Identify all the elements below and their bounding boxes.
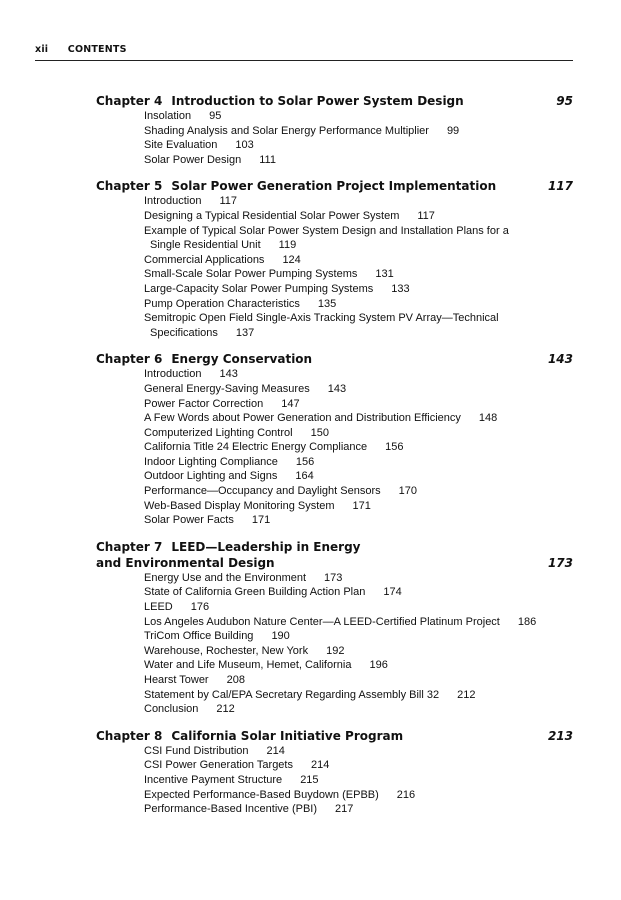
entry-title: Expected Performance-Based Buydown (EPBB) — [144, 788, 379, 801]
toc-entry[interactable] — [144, 673, 554, 688]
table-of-contents — [96, 93, 573, 828]
entry-title: Semitropic Open Field Single-Axis Tracking System PV Array—Technical — [144, 312, 499, 325]
entry-page-number: 216 — [396, 788, 416, 801]
entry-page-number: 214 — [310, 759, 330, 772]
entry-title: Performance-Based Incentive (PBI) — [144, 803, 318, 816]
entry-title: Commercial Applications — [144, 253, 265, 266]
chapter-heading[interactable] — [96, 539, 573, 571]
entry-page-number: 170 — [398, 485, 417, 498]
entry-page-number: 119 — [278, 239, 297, 252]
entry-title: Example of Typical Solar Power System Design and Installation Plans for a — [144, 224, 509, 237]
toc-entry[interactable] — [144, 744, 554, 759]
entry-title: Hearst Tower — [144, 674, 209, 686]
chapter-heading[interactable] — [96, 178, 573, 194]
entry-title: Indoor Lighting Compliance — [144, 455, 278, 468]
toc-entry[interactable] — [144, 773, 554, 788]
entry-page-number: 212 — [457, 688, 476, 701]
toc-entry[interactable] — [144, 484, 554, 499]
toc-entry[interactable] — [144, 426, 554, 441]
toc-entry[interactable] — [144, 644, 554, 659]
chapter-page-number: 117 — [547, 179, 573, 194]
entry-title: Shading Analysis and Solar Energy Performance Multiplier — [144, 124, 429, 137]
toc-entry[interactable] — [144, 802, 554, 817]
entry-title: Warehouse, Rochester, New York — [144, 644, 309, 657]
entry-title: Introduction — [144, 368, 202, 381]
chapter-heading[interactable] — [96, 728, 573, 744]
toc-entry[interactable] — [144, 499, 554, 514]
toc-entry[interactable] — [144, 138, 554, 153]
chapter-page-number: 143 — [547, 352, 573, 367]
toc-entry[interactable] — [144, 209, 554, 224]
toc-entry[interactable] — [144, 367, 554, 382]
entry-title: Los Angeles Audubon Nature Center—A LEED-Certified Platinum Project — [144, 615, 500, 628]
entry-title: Energy Use and the Environment — [144, 571, 307, 584]
entry-title-continued — [144, 326, 574, 341]
entry-page-number: 176 — [190, 601, 210, 614]
toc-entry[interactable] — [144, 615, 574, 630]
entry-page-number: 214 — [266, 744, 285, 757]
toc-entry[interactable] — [144, 109, 554, 124]
entry-page-number: 143 — [327, 382, 347, 395]
entry-title: Outdoor Lighting and Signs — [144, 470, 278, 483]
entry-title: Pump Operation Characteristics — [144, 297, 300, 310]
entry-page-number: 99 — [446, 124, 460, 137]
toc-entry[interactable] — [144, 788, 554, 803]
entry-title: A Few Words about Power Generation and Distribution Efficiency — [144, 412, 461, 425]
toc-entry[interactable] — [144, 411, 574, 426]
toc-entry[interactable] — [144, 455, 554, 470]
chapter-title: LEED—Leadership in Energy — [171, 539, 361, 554]
toc-entry[interactable] — [144, 600, 554, 615]
entry-page-number: 95 — [209, 110, 222, 122]
chapter-page-number: 173 — [547, 555, 573, 570]
toc-entry[interactable] — [144, 658, 554, 673]
entry-title-cont-text: Specifications — [150, 326, 218, 339]
entry-page-number: 103 — [235, 139, 254, 152]
entry-title-continued — [144, 238, 574, 253]
toc-entry[interactable] — [144, 282, 554, 297]
entry-page-number: 196 — [369, 659, 388, 672]
entry-page-number: 212 — [216, 703, 235, 716]
chapter-entries — [96, 367, 573, 528]
entry-title: CSI Power Generation Targets — [144, 759, 293, 772]
entry-title: Solar Power Design — [144, 153, 242, 166]
entry-title: Insolation — [144, 110, 192, 122]
entry-page-number: 135 — [317, 297, 337, 310]
entry-title-cont-text: Single Residential Unit — [150, 239, 261, 252]
toc-entry[interactable] — [144, 513, 554, 528]
entry-page-number: 133 — [391, 282, 410, 295]
entry-page-number: 147 — [281, 397, 300, 410]
toc-entry[interactable] — [144, 194, 554, 209]
entry-page-number: 143 — [219, 368, 238, 381]
header-page-number: xii — [35, 44, 49, 55]
chapter-section — [96, 93, 573, 167]
toc-entry[interactable] — [144, 702, 554, 717]
entry-title: Water and Life Museum, Hemet, California — [144, 659, 352, 672]
chapter-heading[interactable] — [96, 93, 573, 109]
entry-page-number: 150 — [310, 426, 329, 439]
chapter-entries — [96, 109, 573, 167]
entry-title: Computerized Lighting Control — [144, 426, 293, 439]
chapter-section — [96, 539, 573, 717]
chapter-title: Introduction to Solar Power System Design — [171, 94, 464, 108]
entry-page-number: 164 — [295, 470, 314, 483]
toc-entry[interactable] — [144, 758, 554, 773]
toc-entry[interactable] — [144, 397, 554, 412]
entry-title: LEED — [144, 601, 173, 614]
entry-page-number: 171 — [251, 514, 271, 527]
toc-entry[interactable] — [144, 585, 554, 600]
chapter-label: Chapter 7 — [96, 539, 163, 554]
toc-entry[interactable] — [144, 571, 554, 586]
entry-page-number: 215 — [300, 773, 319, 786]
chapter-page-number: 213 — [547, 728, 573, 743]
entry-page-number: 174 — [383, 586, 402, 599]
entry-page-number: 137 — [235, 326, 255, 339]
toc-entry[interactable] — [144, 688, 554, 703]
entry-title: Performance—Occupancy and Daylight Sensors — [144, 485, 381, 498]
chapter-entries — [96, 571, 573, 717]
chapter-entries — [96, 194, 573, 340]
entry-title: California Title 24 Electric Energy Compliance — [144, 441, 368, 454]
entry-title: Small-Scale Solar Power Pumping Systems — [144, 268, 358, 281]
entry-page-number: 173 — [324, 571, 343, 584]
entry-page-number: 117 — [219, 195, 238, 208]
chapter-label: Chapter 5 — [96, 179, 163, 194]
chapter-heading[interactable] — [96, 351, 573, 367]
chapter-entries — [96, 744, 573, 817]
entry-title: Statement by Cal/EPA Secretary Regarding Assembly Bill 32 — [144, 688, 440, 701]
toc-entry[interactable] — [144, 267, 554, 282]
entry-title: General Energy-Saving Measures — [144, 382, 310, 395]
toc-entry[interactable] — [144, 253, 554, 268]
toc-entry[interactable] — [144, 440, 554, 455]
entry-page-number: 208 — [226, 674, 245, 686]
entry-page-number: 192 — [326, 644, 345, 657]
toc-entry[interactable] — [144, 124, 554, 139]
chapter-title: Solar Power Generation Project Implementation — [171, 179, 497, 194]
entry-page-number: 186 — [517, 615, 537, 628]
entry-title: Introduction — [144, 195, 202, 208]
entry-title: Web-Based Display Monitoring System — [144, 499, 335, 512]
entry-title: Conclusion — [144, 703, 199, 716]
chapter-section — [96, 728, 573, 817]
chapter-section — [96, 351, 573, 528]
toc-entry[interactable] — [144, 311, 574, 340]
entry-page-number: 156 — [295, 455, 315, 468]
chapter-title: Energy Conservation — [171, 352, 313, 367]
chapter-label: Chapter 8 — [96, 728, 163, 743]
entry-title: TriCom Office Building — [144, 630, 254, 643]
entry-page-number: 171 — [352, 499, 371, 512]
entry-page-number: 148 — [478, 412, 498, 425]
entry-title: Large-Capacity Solar Power Pumping Systems — [144, 282, 374, 295]
chapter-section — [96, 178, 573, 340]
entry-page-number: 111 — [259, 153, 276, 166]
chapter-title-line2: and Environmental Design — [96, 555, 275, 570]
toc-entry[interactable] — [144, 297, 554, 312]
entry-page-number: 217 — [335, 803, 354, 816]
entry-title: Designing a Typical Residential Solar Power System — [144, 209, 400, 222]
toc-entry[interactable] — [144, 153, 554, 168]
entry-page-number: 131 — [375, 268, 394, 281]
entry-page-number: 190 — [271, 630, 290, 643]
entry-page-number: 117 — [417, 209, 435, 222]
entry-title: Site Evaluation — [144, 139, 218, 152]
entry-page-number: 156 — [385, 441, 404, 454]
toc-entry[interactable] — [144, 382, 554, 397]
toc-entry[interactable] — [144, 224, 574, 253]
entry-title: Power Factor Correction — [144, 397, 264, 410]
header-title: CONTENTS — [67, 44, 127, 55]
toc-entry[interactable] — [144, 629, 554, 644]
chapter-label: Chapter 6 — [96, 352, 163, 367]
entry-title: CSI Fund Distribution — [144, 744, 249, 757]
entry-page-number: 124 — [282, 253, 301, 266]
entry-title: Incentive Payment Structure — [144, 773, 283, 786]
entry-title: State of California Green Building Action Plan — [144, 586, 366, 599]
chapter-label: Chapter 4 — [96, 94, 163, 108]
entry-title: Solar Power Facts — [144, 514, 234, 527]
chapter-title: California Solar Initiative Program — [171, 728, 404, 743]
chapter-page-number: 95 — [556, 94, 573, 108]
toc-entry[interactable] — [144, 469, 554, 484]
running-header — [35, 44, 573, 61]
